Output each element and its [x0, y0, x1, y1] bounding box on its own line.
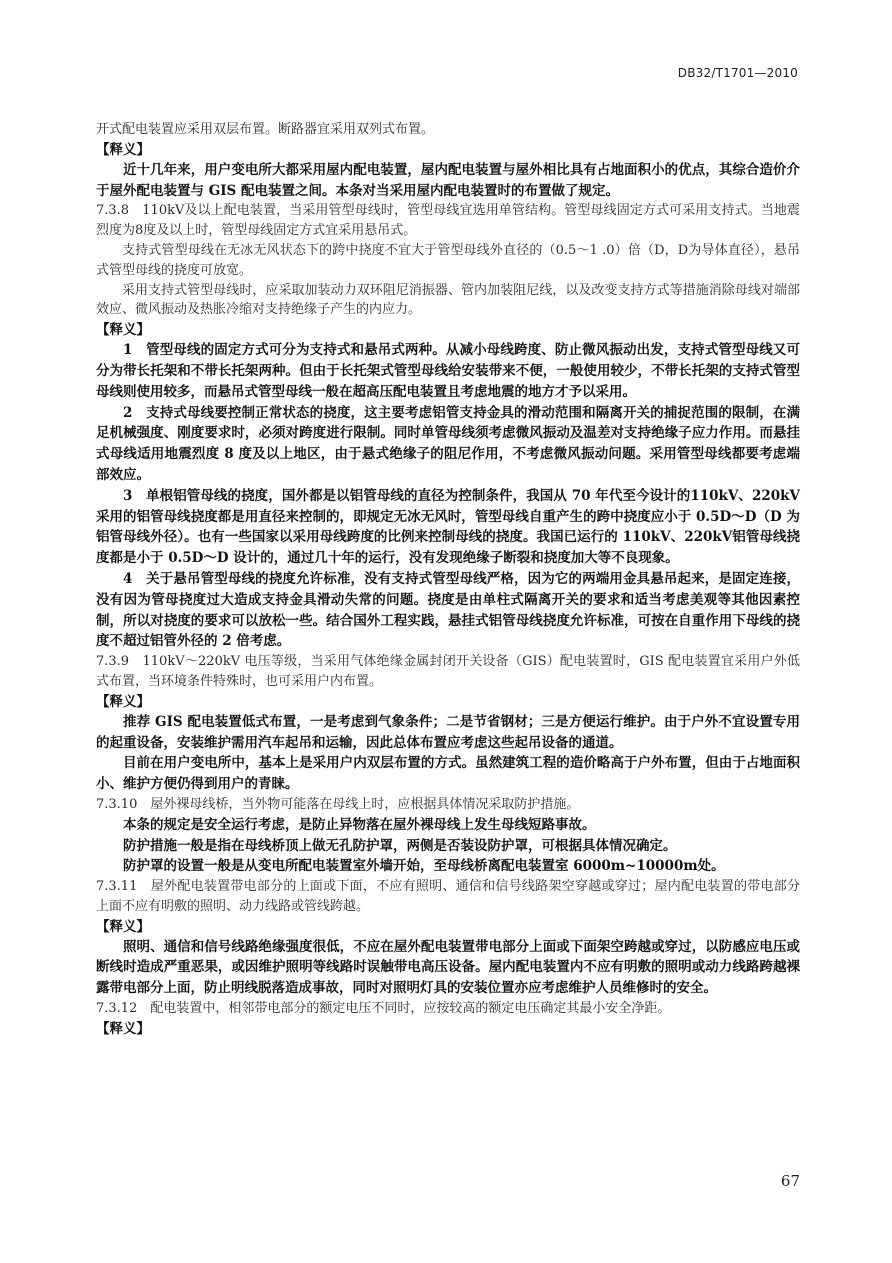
interpretation-paragraph: 1 管型母线的固定方式可分为支持式和悬吊式两种。从减小母线跨度、防止微风振动出发，支持式管型母线又可分为带长托架和不带长托架两种。但由于长托架式管型母线给安装带来不便，一般使用较少，不带长托架的支持式管型母线则使用较多，而悬吊式管型母线一般在超高压配电装置且考虑地震的地方才予以采用。: [96, 342, 800, 400]
interpretation-heading: 【释义】: [96, 1020, 150, 1037]
interpretation-heading: 【释义】: [96, 322, 150, 339]
body-paragraph: 采用支持式管型母线时，应采取加装动力双环阻尼消振器、管内加装阻尼线，以及改变支持方式等措施消除母线对端部效应、微风振动及热胀冷缩对支持绝缘子产生的内应力。: [96, 282, 800, 318]
document-body: [96, 120, 800, 1039]
interpretation-heading: 【释义】: [96, 693, 150, 710]
interpretation-paragraph: 本条的规定是安全运行考虑，是防止异物落在屋外裸母线上发生母线短路事故。: [123, 816, 596, 833]
clause-paragraph: 7.3.11 屋外配电装置带电部分的上面或下面，不应有照明、通信和信号线路架空穿越或穿过；屋内配电装置的带电部分上面不应有明敷的照明、动力线路或管线跨越。: [96, 879, 800, 914]
interpretation-paragraph: 照明、通信和信号线路绝缘强度很低，不应在屋外配电装置带电部分上面或下面架空跨越或穿过，以防感应电压或断线时造成严重恶果，或因维护照明等线路时误触带电高压设备。屋内配电装置内不应有明敷的照明或动力线路跨越裸露带电部分上面，防止明线脱落造成事故，同时对照明灯具的安装位置亦应考虑维护人员维修时的安全。: [96, 938, 800, 997]
document-code-header: DB32/T1701—2010: [677, 66, 798, 80]
interpretation-heading: 【释义】: [96, 141, 150, 158]
clause-paragraph: 7.3.8 110kV及以上配电装置，当采用管型母线时，管型母线宜选用单管结构。管型母线固定方式可采用支持式。当地震烈度为8度及以上时，管型母线固定方式宜采用悬吊式。: [96, 203, 800, 239]
interpretation-paragraph: 3 单根铝管母线的挠度，国外都是以铝管母线的直径为控制条件，我国从 70 年代至今设计的110kV、220kV采用的铝管母线挠度都是用直径来控制的，即规定无冰无风时，管型母线自重产生的跨中挠度应小于 0.5D～D（D 为铝管母线外径）。也有一些国家以采用母线跨度的比例来控制母线的挠度。我国已运行的 110kV、220kV铝管母线挠度都是小于 0.5D～D 设计的，通过几十年的运行，没有发现绝缘子断裂和挠度加大等不良现象。: [96, 487, 800, 567]
body-paragraph: 支持式管型母线在无冰无风状态下的跨中挠度不宜大于管型母线外直径的（0.5～1 .0）倍（D，D为导体直径），悬吊式管型母线的挠度可放宽。: [96, 242, 800, 278]
interpretation-paragraph: 防护罩的设置一般是从变电所配电装置室外墙开始，至母线桥离配电装置室 6000m~10000m处。: [123, 858, 725, 875]
interpretation-paragraph: 4 关于悬吊管型母线的挠度允许标准，没有支持式管型母线严格，因为它的两端用金具悬吊起来，是固定连接，没有因为管母挠度过大造成支持金具滑动失常的问题。挠度是由单柱式隔离开关的要求和适当考虑美观等其他因素控制，所以对挠度的要求可以放松一些。结合国外工程实践，悬挂式铝管母线挠度允许标准，可按在自重作用下母线的挠度不超过铝管外径的 2 倍考虑。: [96, 570, 800, 650]
interpretation-paragraph: 防护措施一般是指在母线桥顶上做无孔防护罩，两侧是否装设防护罩，可根据具体情况确定。: [123, 837, 677, 854]
interpretation-paragraph: 2 支持式母线要控制正常状态的挠度，这主要考虑铝管支持金具的滑动范围和隔离开关的捕捉范围的限制，在满足机械强度、刚度要求时，必须对跨度进行限制。同时单管母线须考虑微风振动及温差对支持绝缘子应力作用。而悬挂式母线适用地震烈度 8 度及以上地区，由于悬式绝缘子的阻尼作用，不考虑微风振动问题。采用管型母线都要考虑端部效应。: [96, 404, 800, 483]
page-number: 67: [780, 1172, 800, 1190]
interpretation-heading: 【释义】: [96, 918, 150, 935]
interpretation-paragraph: 目前在用户变电所中，基本上是采用户内双层布置的方式。虽然建筑工程的造价略高于户外布置，但由于占地面积小、维护方便仍得到用户的青睐。: [96, 755, 800, 793]
interpretation-paragraph: 推荐 GIS 配电装置低式布置，一是考虑到气象条件；二是节省钢材；三是方便运行维护。由于户外不宜设置专用的起重设备，安装维护需用汽车起吊和运输，因此总体布置应考虑这些起吊设备的通道。: [96, 713, 800, 751]
body-paragraph: 开式配电装置应采用双层布置。断路器宜采用双列式布置。: [96, 122, 435, 137]
clause-paragraph: 7.3.12 配电装置中，相邻带电部分的额定电压不同时，应按较高的额定电压确定其最小安全净距。: [96, 1001, 671, 1017]
interpretation-paragraph: 近十几年来，用户变电所大都采用屋内配电装置，屋内配电装置与屋外相比具有占地面积小的优点，其综合造价介于屋外配电装置与 GIS 配电装置之间。本条对当采用屋内配电装置时的布置做了规定。: [96, 161, 800, 199]
clause-paragraph: 7.3.9 110kV～220kV 电压等级，当采用气体绝缘金属封闭开关设备（GIS）配电装置时，GIS 配电装置宜采用户外低式布置，当环境条件特殊时，也可采用户内布置。: [96, 654, 800, 689]
clause-paragraph: 7.3.10 屋外裸母线桥，当外物可能落在母线上时，应根据具体情况采取防护措施。: [96, 796, 580, 812]
